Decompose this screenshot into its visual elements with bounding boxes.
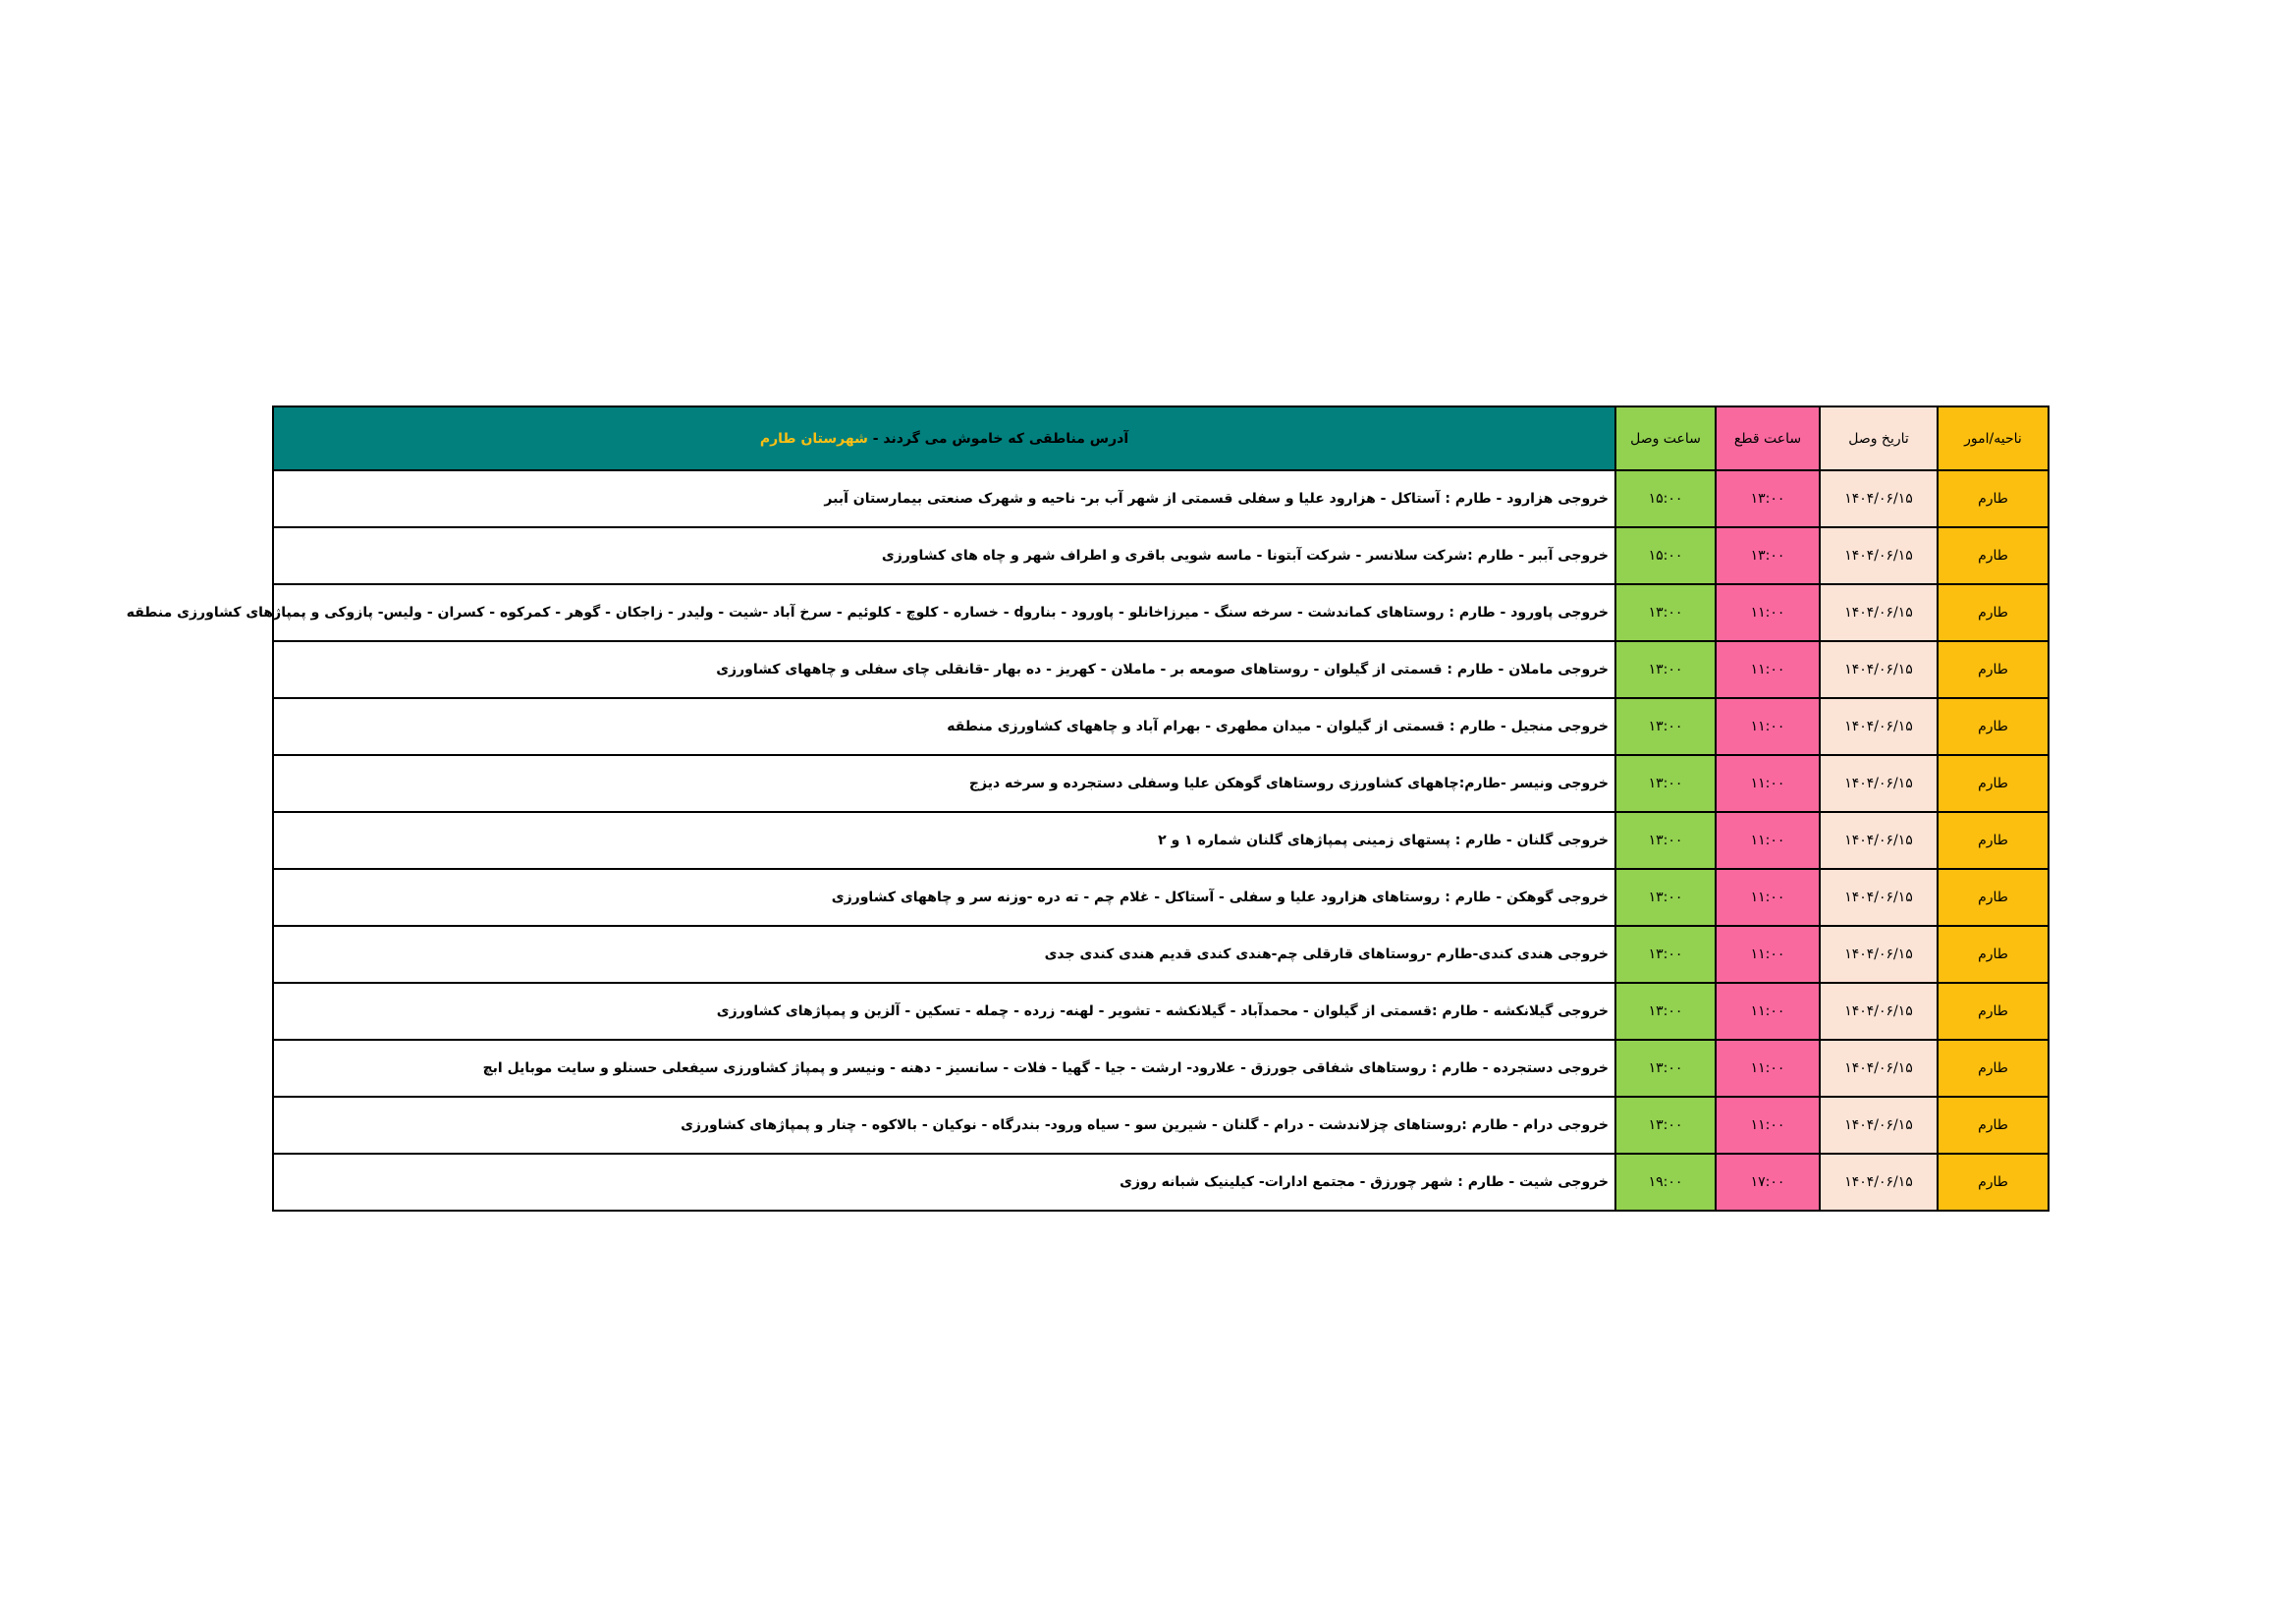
date-cell: ۱۴۰۴/۰۶/۱۵ xyxy=(1820,527,1938,584)
connect-time-cell: ۱۳:۰۰ xyxy=(1615,641,1716,698)
header-region: ناحیه/امور xyxy=(1938,406,2049,470)
region-cell: طارم xyxy=(1938,926,2049,983)
address-cell: خروجی گیلانکشه - طارم :قسمتی از گیلوان - محمدآباد - گیلانکشه - تشویر - لهنه- زرده - چمله - تسکین - آلزین و پمپاژهای کشاورزی xyxy=(273,983,1615,1040)
title-city: شهرستان طارم xyxy=(759,430,868,447)
table-row xyxy=(273,869,2049,926)
date-cell: ۱۴۰۴/۰۶/۱۵ xyxy=(1820,755,1938,812)
connect-time-cell: ۱۳:۰۰ xyxy=(1615,755,1716,812)
table-row xyxy=(273,584,2049,641)
title-main: آدرس مناطقی که خاموش می گردند - xyxy=(867,430,1129,447)
date-cell: ۱۴۰۴/۰۶/۱۵ xyxy=(1820,812,1938,869)
table-row xyxy=(273,983,2049,1040)
cut-time-cell: ۱۳:۰۰ xyxy=(1716,527,1820,584)
connect-time-cell: ۱۵:۰۰ xyxy=(1615,470,1716,527)
date-cell: ۱۴۰۴/۰۶/۱۵ xyxy=(1820,470,1938,527)
table-row xyxy=(273,527,2049,584)
cut-time-cell: ۱۱:۰۰ xyxy=(1716,1040,1820,1097)
region-cell: طارم xyxy=(1938,1097,2049,1154)
date-cell: ۱۴۰۴/۰۶/۱۵ xyxy=(1820,869,1938,926)
region-cell: طارم xyxy=(1938,527,2049,584)
region-cell: طارم xyxy=(1938,470,2049,527)
region-cell: طارم xyxy=(1938,812,2049,869)
address-cell: خروجی هندی کندی-طارم -روستاهای قارقلی چم-هندی کندی قدیم هندی کندی جدی xyxy=(273,926,1615,983)
address-cell: خروجی پاورود - طارم : روستاهای کماندشت - سرخه سنگ - میرزاخانلو - پاورود - بناروd - خساره - کلوچ - کلوئیم - سرخ آباد -شیت - ولیدر - زاجکان - گوهر - کمرکوه - کسران - ولیس- پازوکی و پمپاژهای کشاورزی منطقه xyxy=(273,584,1615,641)
region-cell: طارم xyxy=(1938,584,2049,641)
date-cell: ۱۴۰۴/۰۶/۱۵ xyxy=(1820,926,1938,983)
table-row xyxy=(273,812,2049,869)
connect-time-cell: ۱۳:۰۰ xyxy=(1615,869,1716,926)
cut-time-cell: ۱۱:۰۰ xyxy=(1716,983,1820,1040)
table-row xyxy=(273,1040,2049,1097)
cut-time-cell: ۱۱:۰۰ xyxy=(1716,869,1820,926)
address-cell: خروجی آببر - طارم :شرکت سلانسر - شرکت آبتونا - ماسه شویی باقری و اطراف شهر و چاه های کشاورزی xyxy=(273,527,1615,584)
cut-time-cell: ۱۱:۰۰ xyxy=(1716,755,1820,812)
cut-time-cell: ۱۱:۰۰ xyxy=(1716,641,1820,698)
cut-time-cell: ۱۱:۰۰ xyxy=(1716,1097,1820,1154)
date-cell: ۱۴۰۴/۰۶/۱۵ xyxy=(1820,698,1938,755)
region-cell: طارم xyxy=(1938,641,2049,698)
date-cell: ۱۴۰۴/۰۶/۱۵ xyxy=(1820,1040,1938,1097)
cut-time-cell: ۱۱:۰۰ xyxy=(1716,926,1820,983)
address-cell: خروجی ماملان - طارم : قسمتی از گیلوان - روستاهای صومعه بر - ماملان - کهریز - ده بهار -قانقلی چای سفلی و چاههای کشاورزی xyxy=(273,641,1615,698)
date-cell: ۱۴۰۴/۰۶/۱۵ xyxy=(1820,584,1938,641)
header-row xyxy=(273,406,2049,470)
cut-time-cell: ۱۳:۰۰ xyxy=(1716,470,1820,527)
region-cell: طارم xyxy=(1938,1040,2049,1097)
header-connect-time: ساعت وصل xyxy=(1615,406,1716,470)
table-row xyxy=(273,698,2049,755)
date-cell: ۱۴۰۴/۰۶/۱۵ xyxy=(1820,1097,1938,1154)
connect-time-cell: ۱۳:۰۰ xyxy=(1615,584,1716,641)
outage-schedule-table xyxy=(126,406,2050,1212)
cut-time-cell: ۱۱:۰۰ xyxy=(1716,698,1820,755)
table-row xyxy=(273,755,2049,812)
region-cell: طارم xyxy=(1938,698,2049,755)
address-cell: خروجی ونیسر -طارم:چاههای کشاورزی روستاهای گوهکن علیا وسفلی دستجرده و سرخه دیزج xyxy=(273,755,1615,812)
address-cell: خروجی گوهکن - طارم : روستاهای هزارود علیا و سفلی - آستاکل - غلام چم - ته دره -وزنه سر و چاههای کشاورزی xyxy=(273,869,1615,926)
date-cell: ۱۴۰۴/۰۶/۱۵ xyxy=(1820,1154,1938,1211)
connect-time-cell: ۱۳:۰۰ xyxy=(1615,926,1716,983)
table-row xyxy=(273,926,2049,983)
table-row xyxy=(273,1097,2049,1154)
region-cell: طارم xyxy=(1938,755,2049,812)
connect-time-cell: ۱۳:۰۰ xyxy=(1615,698,1716,755)
table-title xyxy=(273,406,1615,470)
address-cell: خروجی درام - طارم :روستاهای چزلاندشت - درام - گلنان - شیرین سو - سیاه ورود- بندرگاه - نوکیان - بالاکوه - چنار و پمپاژهای کشاورزی xyxy=(273,1097,1615,1154)
table-row xyxy=(273,641,2049,698)
table-row xyxy=(273,470,2049,527)
table-row xyxy=(273,1154,2049,1211)
cut-time-cell: ۱۷:۰۰ xyxy=(1716,1154,1820,1211)
region-cell: طارم xyxy=(1938,983,2049,1040)
address-cell: خروجی هزارود - طارم : آستاکل - هزارود علیا و سفلی قسمتی از شهر آب بر- ناحیه و شهرک صنعتی بیمارستان آببر xyxy=(273,470,1615,527)
date-cell: ۱۴۰۴/۰۶/۱۵ xyxy=(1820,641,1938,698)
cut-time-cell: ۱۱:۰۰ xyxy=(1716,812,1820,869)
date-cell: ۱۴۰۴/۰۶/۱۵ xyxy=(1820,983,1938,1040)
address-cell: خروجی دستجرده - طارم : روستاهای شفاقی جورزق - علارود- ارشت - جیا - گهیا - فلات - سانسیز - دهنه - ونیسر و پمپاژ کشاورزی سیفعلی حسنلو و سایت موبایل ابچ xyxy=(273,1040,1615,1097)
header-cut-time: ساعت قطع xyxy=(1716,406,1820,470)
connect-time-cell: ۱۳:۰۰ xyxy=(1615,1097,1716,1154)
header-date: تاریخ وصل xyxy=(1820,406,1938,470)
connect-time-cell: ۱۵:۰۰ xyxy=(1615,527,1716,584)
region-cell: طارم xyxy=(1938,869,2049,926)
connect-time-cell: ۱۳:۰۰ xyxy=(1615,983,1716,1040)
cut-time-cell: ۱۱:۰۰ xyxy=(1716,584,1820,641)
region-cell: طارم xyxy=(1938,1154,2049,1211)
address-cell: خروجی شیت - طارم : شهر چورزق - مجتمع ادارات- کیلینیک شبانه روزی xyxy=(273,1154,1615,1211)
connect-time-cell: ۱۹:۰۰ xyxy=(1615,1154,1716,1211)
connect-time-cell: ۱۳:۰۰ xyxy=(1615,812,1716,869)
address-cell: خروجی منجیل - طارم : قسمتی از گیلوان - میدان مطهری - بهرام آباد و چاههای کشاورزی منطقه xyxy=(273,698,1615,755)
connect-time-cell: ۱۳:۰۰ xyxy=(1615,1040,1716,1097)
address-cell: خروجی گلنان - طارم : پستهای زمینی پمپاژهای گلنان شماره ۱ و ۲ xyxy=(273,812,1615,869)
